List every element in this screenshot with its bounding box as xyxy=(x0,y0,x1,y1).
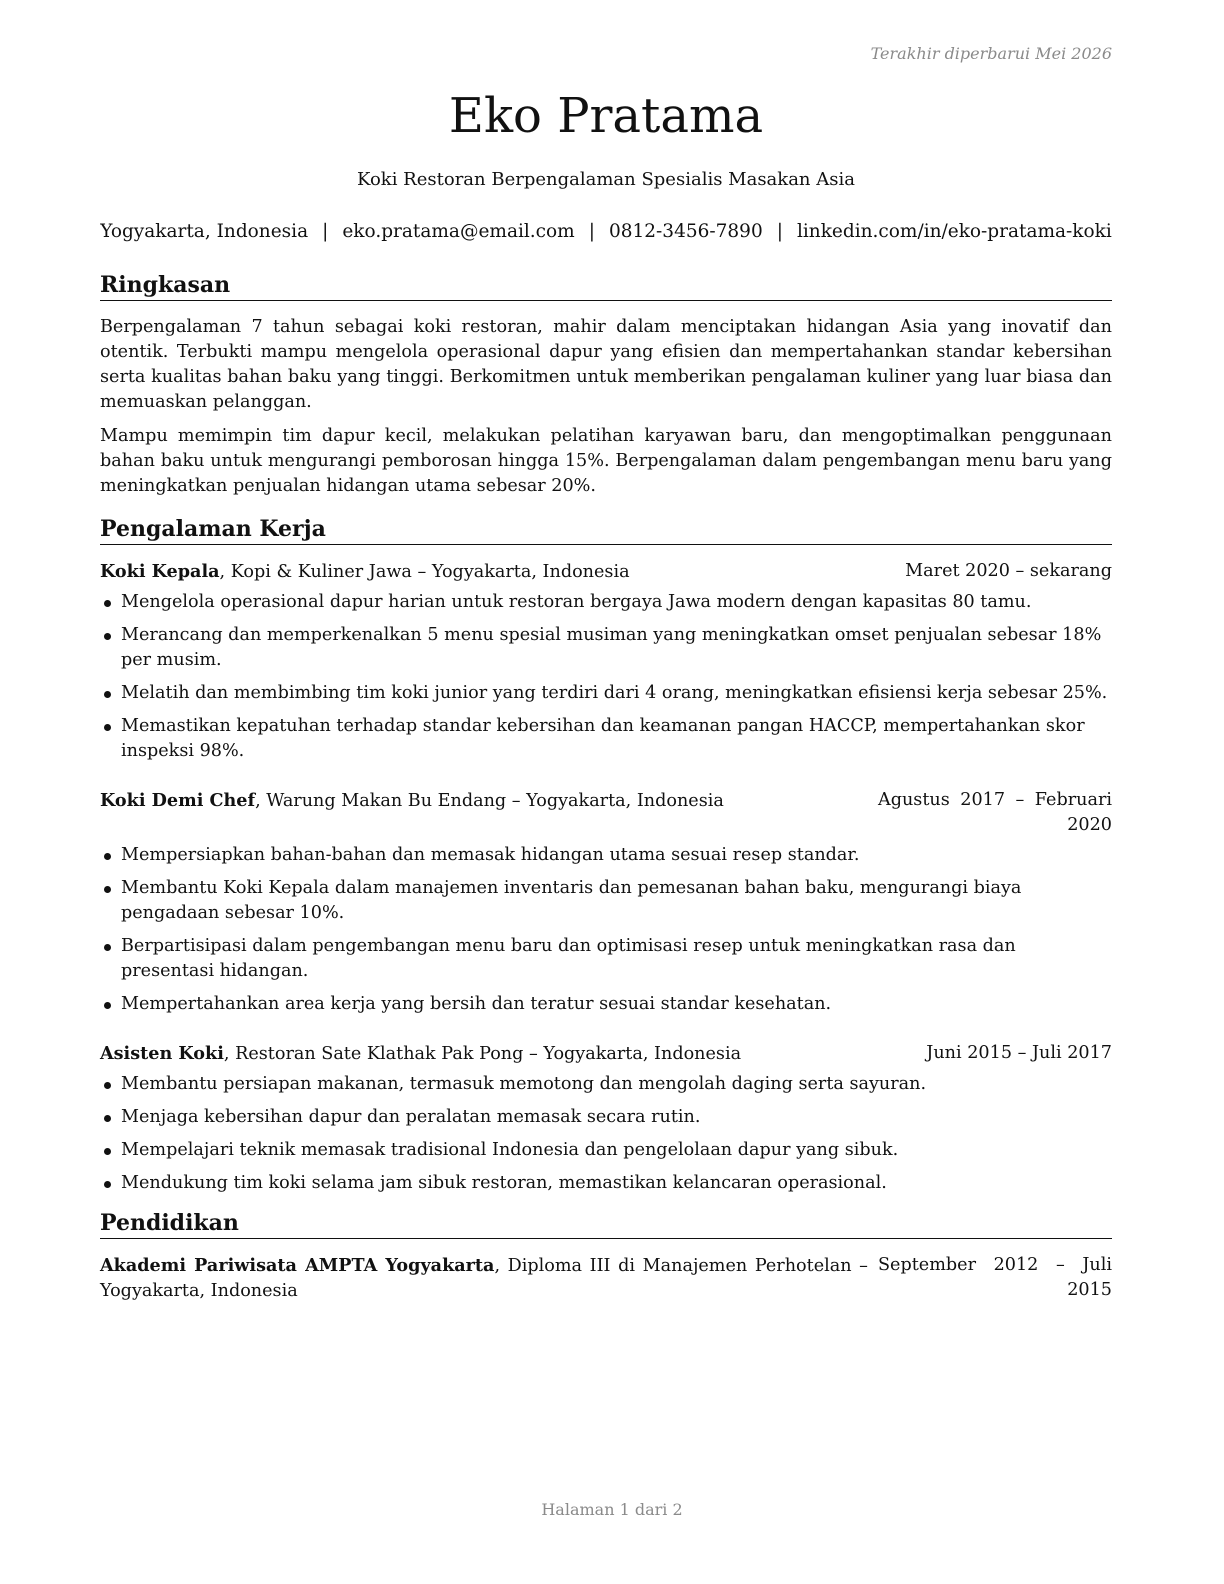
bullet-icon xyxy=(104,633,111,640)
job-entry xyxy=(100,559,1112,764)
list-item: Merancang dan memperkenalkan 5 menu spesial musiman yang meningkatkan omset penjualan sebesar 18% per musim. xyxy=(100,623,1112,673)
summary-paragraph: Mampu memimpin tim dapur kecil, melakukan pelatihan karyawan baru, dan mengoptimalkan penggunaan bahan baku untuk mengurangi pemborosan hingga 15%. Berpengalaman dalam pengembangan menu baru yang meningkatkan penjualan hidangan utama sebesar 20%. xyxy=(100,426,1112,496)
job-bullets xyxy=(100,1072,1112,1196)
list-item: Membantu Koki Kepala dalam manajemen inventaris dan pemesanan bahan baku, mengurangi biaya pengadaan sebesar 10%. xyxy=(100,876,1112,926)
experience-section xyxy=(100,514,1112,1196)
summary-paragraph: Berpengalaman 7 tahun sebagai koki restoran, mahir dalam menciptakan hidangan Asia yang inovatif dan otentik. Terbukti mampu mengelola operasional dapur yang efisien dan mempertahankan standar kebersihan serta kualitas bahan baku yang tinggi. Berkomitmen untuk memberikan pengalaman kuliner yang luar biasa dan memuaskan pelanggan. xyxy=(100,317,1112,412)
job-role: Koki Demi Chef xyxy=(100,790,256,811)
job-header xyxy=(100,559,1112,585)
list-item: Mempersiapkan bahan-bahan dan memasak hidangan utama sesuai resep standar. xyxy=(100,843,1112,868)
bullet-icon xyxy=(104,1148,111,1155)
resume-page xyxy=(100,0,1112,1584)
section-title-experience: Pengalaman Kerja xyxy=(100,514,1112,545)
bullet-icon xyxy=(104,1115,111,1122)
contact-location: Yogyakarta, Indonesia xyxy=(100,221,309,242)
job-dates: Maret 2020 – sekarang xyxy=(905,561,1112,581)
section-title-summary: Ringkasan xyxy=(100,270,1112,301)
job-employer: , Restoran Sate Klathak Pak Pong – Yogyakarta, Indonesia xyxy=(223,1044,742,1064)
job-role: Asisten Koki xyxy=(100,1043,224,1064)
list-item: Mengelola operasional dapur harian untuk restoran bergaya Jawa modern dengan kapasitas 80 tamu. xyxy=(100,590,1112,615)
contact-separator: | xyxy=(776,221,783,242)
job-entry xyxy=(100,1041,1112,1196)
education-entry xyxy=(100,1253,1112,1304)
list-item: Memastikan kepatuhan terhadap standar kebersihan dan keamanan pangan HACCP, mempertahankan skor inspeksi 98%. xyxy=(100,714,1112,764)
bullet-icon xyxy=(104,600,111,607)
contact-linkedin[interactable]: linkedin.com/in/eko-pratama-koki xyxy=(796,221,1112,242)
education-section xyxy=(100,1208,1112,1304)
contact-line xyxy=(100,218,1112,246)
list-item: Berpartisipasi dalam pengembangan menu baru dan optimisasi resep untuk meningkatkan rasa dan presentasi hidangan. xyxy=(100,934,1112,984)
bullet-icon xyxy=(104,1082,111,1089)
list-item: Menjaga kebersihan dapur dan peralatan memasak secara rutin. xyxy=(100,1105,1112,1130)
bullet-icon xyxy=(104,724,111,731)
summary-section xyxy=(100,270,1112,499)
last-updated-note: Terakhir diperbarui Mei 2026 xyxy=(870,44,1112,63)
bullet-icon xyxy=(104,1181,111,1188)
job-header xyxy=(100,788,1112,838)
education-dates: September 2012 – Juli 2015 xyxy=(878,1255,1112,1300)
list-item: Mempelajari teknik memasak tradisional Indonesia dan pengelolaan dapur yang sibuk. xyxy=(100,1138,1112,1163)
candidate-name: Eko Pratama xyxy=(448,88,764,144)
page-number: Halaman 1 dari 2 xyxy=(541,1500,683,1519)
bullet-icon xyxy=(104,1002,111,1009)
job-bullets xyxy=(100,843,1112,1017)
bullet-icon xyxy=(104,691,111,698)
job-role: Koki Kepala xyxy=(100,561,220,582)
job-dates: Juni 2015 – Juli 2017 xyxy=(926,1043,1112,1063)
bullet-icon xyxy=(104,886,111,893)
job-dates: Agustus 2017 – Februari 2020 xyxy=(878,790,1112,835)
list-item: Mempertahankan area kerja yang bersih dan teratur sesuai standar kesehatan. xyxy=(100,992,1112,1017)
contact-separator: | xyxy=(322,221,329,242)
candidate-tagline: Koki Restoran Berpengalaman Spesialis Masakan Asia xyxy=(357,169,855,190)
job-entry xyxy=(100,788,1112,1017)
job-bullets xyxy=(100,590,1112,764)
contact-phone: 0812-3456-7890 xyxy=(608,221,763,242)
bullet-icon xyxy=(104,944,111,951)
job-header xyxy=(100,1041,1112,1067)
list-item: Melatih dan membimbing tim koki junior yang terdiri dari 4 orang, meningkatkan efisiensi kerja sebesar 25%. xyxy=(100,681,1112,706)
education-detail: , Diploma III di Manajemen Perhotelan – Yogyakarta, Indonesia xyxy=(100,1256,868,1301)
job-employer: , Kopi & Kuliner Jawa – Yogyakarta, Indonesia xyxy=(219,562,630,582)
bullet-icon xyxy=(104,853,111,860)
list-item: Membantu persiapan makanan, termasuk memotong dan mengolah daging serta sayuran. xyxy=(100,1072,1112,1097)
section-title-education: Pendidikan xyxy=(100,1208,1112,1239)
contact-separator: | xyxy=(588,221,595,242)
list-item: Mendukung tim koki selama jam sibuk restoran, memastikan kelancaran operasional. xyxy=(100,1171,1112,1196)
education-school: Akademi Pariwisata AMPTA Yogyakarta xyxy=(100,1255,495,1276)
contact-email[interactable]: eko.pratama@email.com xyxy=(342,221,575,242)
job-employer: , Warung Makan Bu Endang – Yogyakarta, Indonesia xyxy=(255,791,724,811)
